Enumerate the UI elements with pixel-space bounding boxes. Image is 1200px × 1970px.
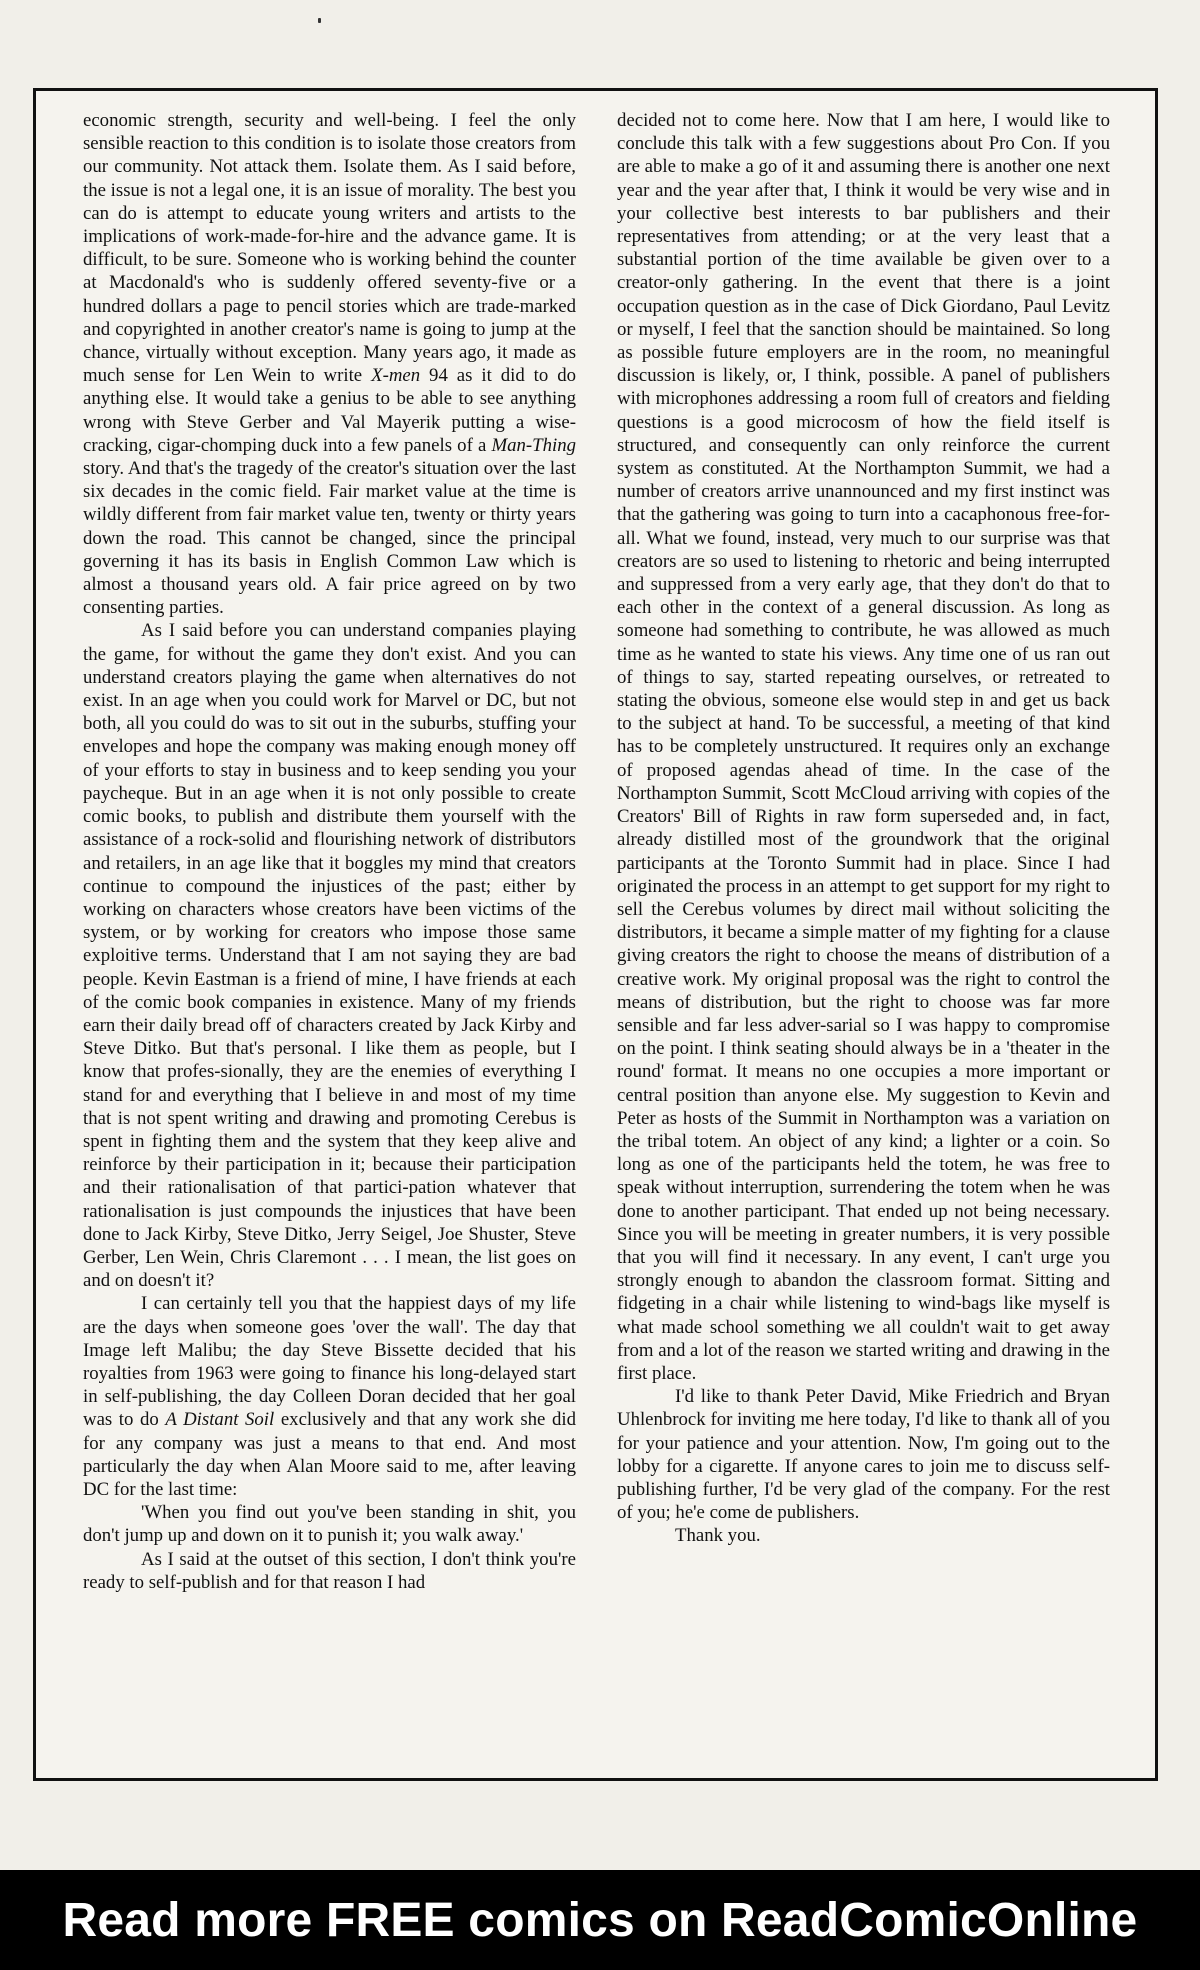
title-a-distant-soil: A Distant Soil — [165, 1409, 275, 1431]
promo-banner[interactable] — [0, 1870, 1200, 1970]
print-speck — [318, 18, 321, 23]
left-quote-paragraph: 'When you find out you've been standing in shit, you don't jump up and down on it to punish it; you walk away.' — [83, 1502, 576, 1547]
promo-banner-text[interactable]: Read more FREE comics on ReadComicOnline — [62, 1893, 1138, 1947]
right-closing-line: Thank you. — [675, 1525, 761, 1547]
right-paragraph-1: decided not to come here. Now that I am here, I would like to conclude this talk with a few suggestions about Pro Con. If you are able to make a go of it and assuming there is another one next year and the year after that, I think it would be very wise and in your collective best interests to bar publishers and their representatives from attending; or at the very least that a substantial portion of the time available be given over to a creator-only gathering. In the event that there is a joint occupation question as in the case of Dick Giordano, Paul Levitz or myself, I feel that the sanction should be maintained. So long as possible future employers are in the room, no meaningful discussion is likely, or, I think, possible. A panel of publishers with microphones addressing a room full of creators and fielding questions is a good microcosm of how the field itself is structured, and consequently can only reinforce the current system as constituted. At the Northampton Summit, we had a number of creators arrive unannounced and my first instinct was that the gathering was going to turn into a cacaphonous free-for-all. What we found, instead, very much to our surprise was that creators are so used to listening to rhetoric and being interrupted and suppressed from a very early age, that they don't do that to each other in the context of a general discussion. As long as someone had something to contribute, he was allowed as much time as he wanted to state his views. Any time one of us ran out of things to say, started repeating ourselves, or retreated to stating the obvious, someone else would step in and get us back to the subject at hand. To be successful, a meeting of that kind has to be completely unstructured. It requires only an exchange of proposed agendas ahead of time. In the case of the Northampton Summit, Scott McCloud arriving with copies of the Creators' Bill of Rights in raw form superseded and, in fact, already distilled most of the groundwork that the original participants at the Toronto Summit had in place. Since I had originated the process in an attempt to get support for my right to sell the Cerebus volumes by direct mail without soliciting the distributors, it became a simple matter of my fighting for a clause giving creators the right to choose the means of distribution of a creative work. My original proposal was the right to control the means of distribution, but the right to choose was far more sensible and far less adver-sarial so I was happy to compromise on the point. I think seating should always be in a 'theater in the round' format. It means no one occupies a more important or central position than anyone else. My suggestion to Kevin and Peter as hosts of the Summit in Northampton was a variation on the tribal totem. An object of any kind; a lighter or a coin. So long as one of the participants held the totem, he was free to speak without interruption, surrendering the totem when he was done to another participant. That ended up not being necessary. Since you will be meeting in greater numbers, it is very possible that you will find it necessary. In any event, I can't urge you strongly enough to abandon the classroom format. Sitting and fidgeting in a chair while listening to wind-bags like myself is what made school something we all couldn't wait to get away from and a lot of the reason we started writing and drawing in the first place. — [617, 110, 1110, 1384]
text-frame — [33, 88, 1158, 1781]
title-x-men: X-men — [371, 365, 421, 387]
left-paragraph-1: economic strength, security and well-being. I feel the only sensible reaction to this condition is to isolate those creators from our community. Not attack them. Isolate them. As I said before, the issue is not a legal one, it is an issue of morality. The best you can do is attempt to educate young writers and artists to the implications of work-made-for-hire and the advance game. It is difficult, to be sure. Someone who is working behind the counter at Macdonald's who is suddenly offered seventy-five or a hundred dollars a page to pencil stories which are trade-marked and copyrighted in another creator's name is going to jump at the chance, virtually without exception. Many years ago, it made as much sense for Len Wein to write X-men 94 as it did to do anything else. It would take a genius to be able to see anything wrong with Steve Gerber and Val Mayerik putting a wise-cracking, cigar-chomping duck into a few panels of a Man-Thing story. And that's the tragedy of the creator's situation over the last six decades in the comic field. Fair market value at the time is wildly different from fair market value ten, twenty or thirty years down the road. This cannot be changed, since the principal governing it has its basis in English Common Law which is almost a thousand years old. A fair price agreed on by two consenting parties. — [83, 110, 576, 619]
left-paragraph-5: As I said at the outset of this section, I don't think you're ready to self-publish and for that reason I had — [83, 1548, 576, 1593]
left-paragraph-2: As I said before you can understand companies playing the game, for without the game they don't exist. And you can understand creators playing the game when alternatives do not exist. In an age when you could work for Marvel or DC, but not both, all you could do was to sit out in the suburbs, stuffing your envelopes and hope the company was making enough money off of your efforts to stay in business and to keep sending you your paycheque. But in an age when it is not only possible to create comic books, to publish and distribute them yourself with the assistance of a rock-solid and flourishing network of distributors and retailers, in an age like that it boggles my mind that creators continue to compound the injustices of the past; either by working on characters whose creators have been victims of the system, or by working for creators who impose those same exploitive terms. Understand that I am not saying they are bad people. Kevin Eastman is a friend of mine, I have friends at each of the comic book companies in existence. Many of my friends earn their daily bread off of characters created by Jack Kirby and Steve Ditko. But that's personal. I like them as people, but I know that profes-sionally, they are the enemies of everything I stand for and everything that I believe in and most of my time that is not spent writing and drawing and promoting Cerebus is spent in fighting them and the system that they keep alive and reinforce by their participation in it; because their participation and their rationalisation of that partici-pation whatever that rationalisation is just compounds the injustices that have been done to Jack Kirby, Steve Ditko, Jerry Seigel, Joe Shuster, Steve Gerber, Len Wein, Chris Claremont . . . I mean, the list goes on and on doesn't it? — [83, 620, 576, 1292]
left-text-column — [83, 109, 576, 1594]
title-man-thing: Man-Thing — [491, 434, 576, 456]
right-paragraph-2: I'd like to thank Peter David, Mike Friedrich and Bryan Uhlenbrock for inviting me here today, I'd like to thank all of you for your patience and your attention. Now, I'm going out to the lobby for a cigarette. If anyone cares to join me to discuss self-publishing further, I'd be very glad of the company. For the rest of you; he'e come de publishers. — [617, 1386, 1110, 1524]
left-paragraph-3: I can certainly tell you that the happiest days of my life are the days when someone goes 'over the wall'. The day that Image left Malibu; the day Steve Bissette decided that his royalties from 1963 were going to finance his long-delayed start in self-publishing, the day Colleen Doran decided that her goal was to do A Distant Soil exclusively and that any work she did for any company was just a means to that end. And most particularly the day when Alan Moore said to me, after leaving DC for the last time: — [83, 1293, 576, 1500]
right-text-column — [617, 109, 1110, 1548]
